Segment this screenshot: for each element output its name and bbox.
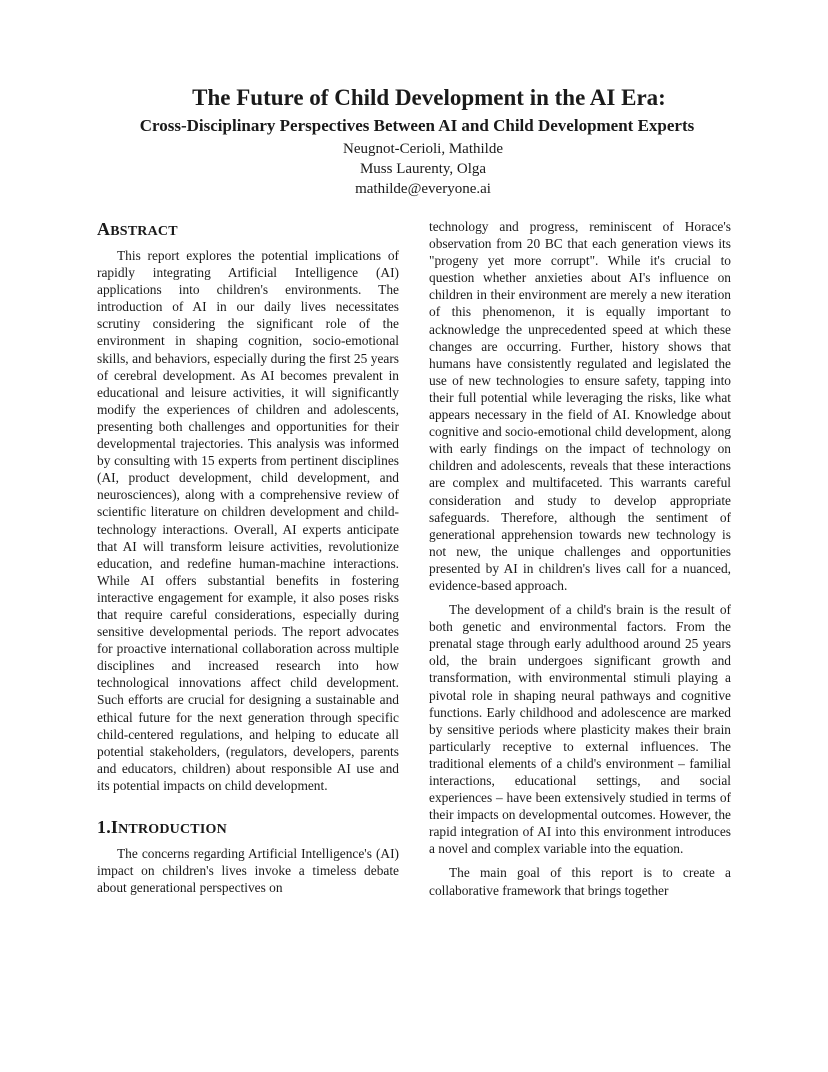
- section-number: 1.: [97, 817, 111, 837]
- right-column: [429, 218, 731, 899]
- author-block: [0, 139, 828, 199]
- abstract-heading: [97, 218, 399, 243]
- paper-subtitle: Cross-Disciplinary Perspectives Between AI and Child Development Experts: [139, 116, 695, 135]
- body-paragraph: The main goal of this report is to create a collaborative framework that brings together: [429, 865, 731, 898]
- left-column: [97, 218, 399, 896]
- author-name: Muss Laurenty, Olga: [359, 161, 487, 177]
- introduction-heading: [97, 816, 399, 841]
- introduction-heading-rest: NTRODUCTION: [118, 822, 227, 837]
- paper-title: The Future of Child Development in the AI Era:: [192, 85, 666, 110]
- body-paragraph: technology and progress, reminiscent of Horace's observation from 20 BC that each generation views its "progeny yet more corrupt". While it's crucial to question whether anxieties about AI's influence on children in their environment are merely a new iteration of this phenomenon, it is equally important to acknowledge the unprecedented speed at which these changes are occurring. Further, history shows that humans have consistently regulated and legislated the use of new technologies to ensure safety, tapping into their full potential while leveraging the risks, like what appears necessary in the field of AI. Knowledge about cognitive and socio-emotional child development, along with early findings on the impact of technology on children and adolescents, reveals that these interactions are complex and multifaceted. This warrants careful consideration and study to develop appropriate safeguards. Therefore, although the sentiment of generational apprehension towards new technology is not new, the unique challenges and opportunities presented by AI in children's lives call for a nuanced, evidence-based approach.: [429, 219, 731, 593]
- body-paragraph: The development of a child's brain is the result of both genetic and environmental factors. From the prenatal stage through early adulthood around 25 years old, the brain undergoes significant growth and transformation, with environmental stimuli playing a pivotal role in shaping neural pathways and cognitive functions. Early childhood and adolescence are marked by sensitive periods where plasticity makes their brain particularly receptive to external influences. The traditional elements of a child's environment – familial interactions, educational settings, and social experiences – have been extensively studied in terms of their impacts on developmental outcomes. However, the rapid integration of AI into this environment introduces a novel and complex variable into the equation.: [429, 602, 731, 857]
- introduction-paragraph: The concerns regarding Artificial Intelligence's (AI) impact on children's lives invoke a timeless debate about generational perspectives on: [97, 846, 399, 896]
- author-email: mathilde@everyone.ai: [355, 181, 491, 197]
- abstract-heading-rest: BSTRACT: [110, 224, 178, 239]
- author-name: Neugnot-Cerioli, Mathilde: [343, 141, 503, 157]
- introduction-heading-initial: I: [110, 817, 119, 837]
- abstract-text: This report explores the potential implications of rapidly integrating Artificial Intelligence (AI) applications into children's environments. The introduction of AI in our daily lives necessitates scrutiny considering the significant role of the environment in shaping cognition, socio-emotional skills, and behaviors, especially during the first 25 years of cerebral development. As AI becomes prevalent in educational and leisure activities, it will significantly modify the experiences of children and adolescents, presenting both challenges and opportunities for their developmental trajectories. This analysis was informed by consulting with 15 experts from pertinent disciplines (AI, product development, child development, and neurosciences), along with a comprehensive review of scientific literature on children development and child-technology interactions. Overall, AI experts anticipate that AI will transform leisure activities, revolutionize education, and redefine human-machine interactions. While AI offers substantial benefits in fostering interactive engagement for example, it also poses risks that require careful considerations, especially during sensitive developmental periods. The report advocates for proactive international collaboration across multiple disciplines and increased research into how technological innovations affect child development. Such efforts are crucial for designing a sustainable and ethical future for the next generation through specific child-centered regulations, and helping to educate all potential stakeholders, (regulators, developers, parents and educators, children) about responsible AI use and its potential impacts on child development.: [97, 248, 399, 793]
- abstract-heading-initial: A: [97, 219, 111, 239]
